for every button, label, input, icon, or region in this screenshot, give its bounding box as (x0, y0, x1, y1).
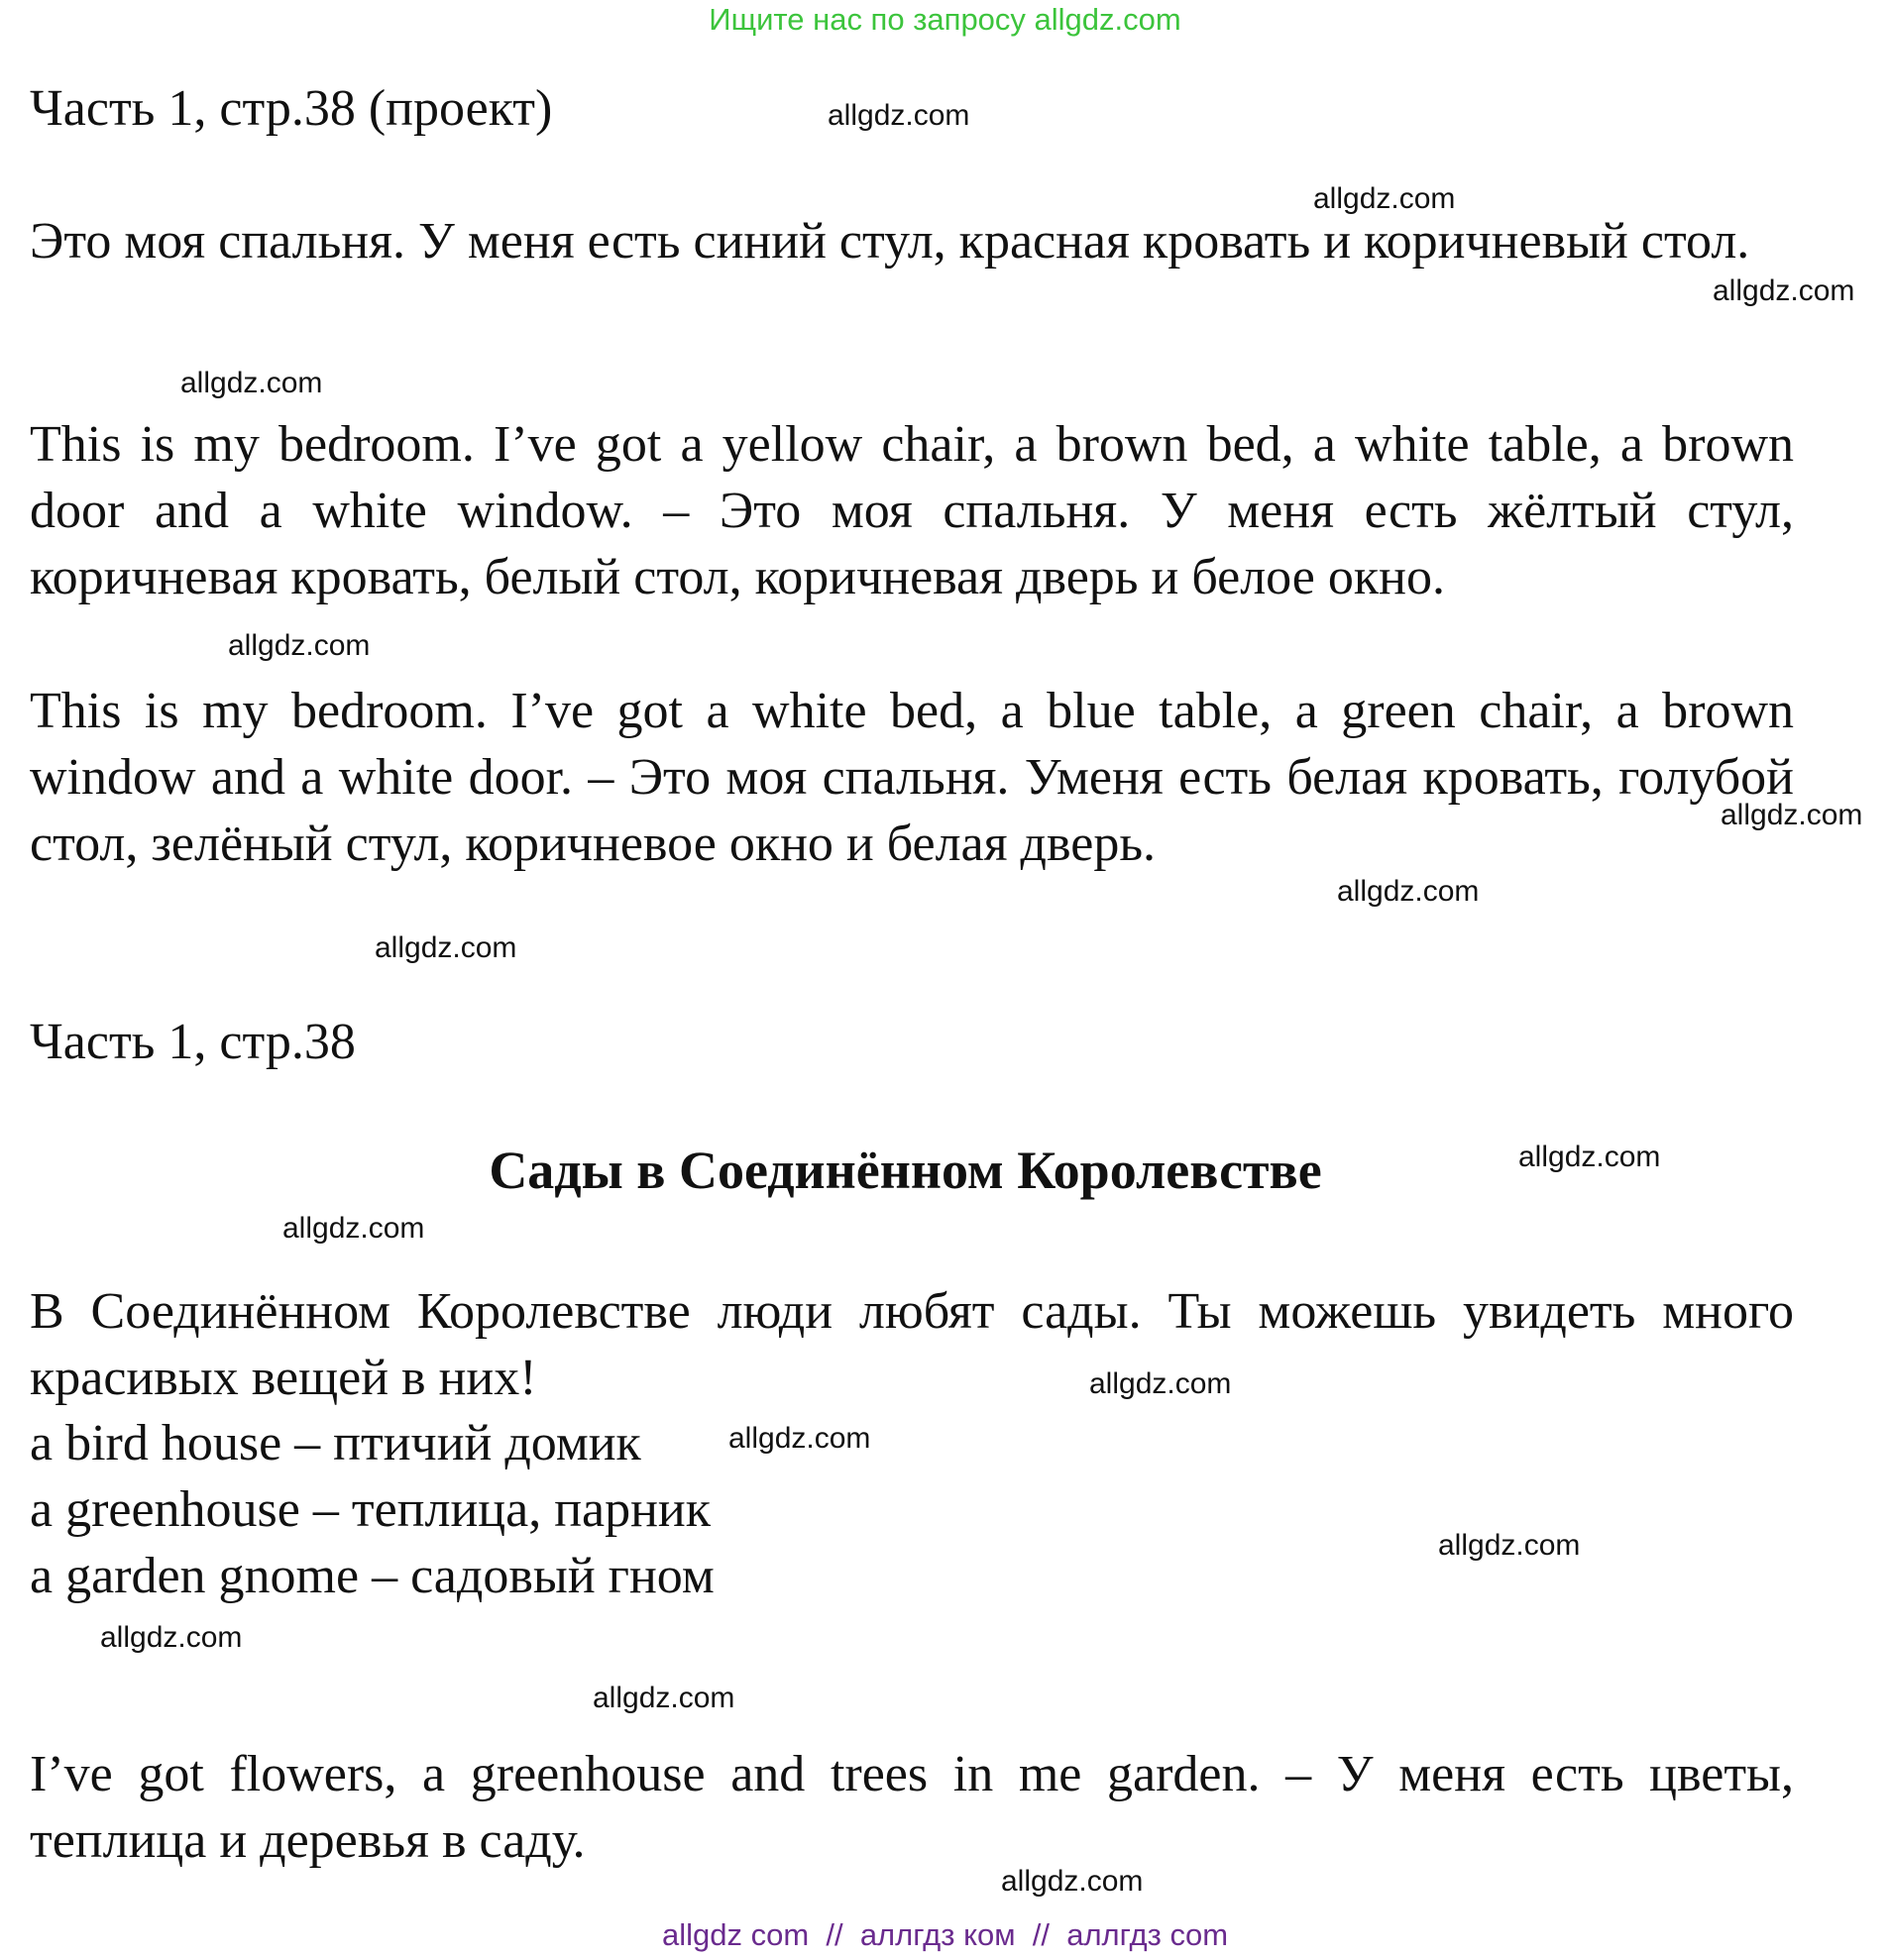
vocab-item: a bird house – птичий домик (30, 1415, 641, 1471)
watermark: allgdz.com (1313, 182, 1456, 215)
paragraph-bedroom-1: This is my bedroom. I’ve got a yellow chair, a brown bed, a white table, a brown door and a white window. – Это моя спальня. У меня есть жёлтый стул, коричневая кровать, белый стол, коричневая дверь и белое окно. (30, 416, 1794, 605)
watermark: allgdz.com (180, 367, 323, 399)
vocab-item: a greenhouse – теплица, парник (30, 1481, 712, 1538)
watermark: allgdz.com (1337, 875, 1480, 908)
watermark: allgdz.com (728, 1422, 871, 1455)
section1-heading: Часть 1, стр.38 (проект) (30, 80, 553, 137)
watermark: allgdz.com (375, 931, 517, 964)
watermark: allgdz.com (228, 629, 371, 662)
watermark: allgdz.com (1438, 1529, 1581, 1562)
paragraph-gardens-intro: В Соединённом Королевстве люди любят сады. Ты можешь увидеть много красивых вещей в них! (30, 1283, 1794, 1406)
watermark: allgdz.com (1089, 1367, 1232, 1400)
watermark: allgdz.com (828, 99, 970, 132)
bottom-banner[interactable]: allgdz com // аллгдз ком // аллгдз com (661, 1917, 1229, 1952)
section-title: Сады в Соединённом Королевстве (489, 1141, 1322, 1200)
top-banner[interactable]: Ищите нас по запросу allgdz.com (709, 2, 1181, 37)
watermark: allgdz.com (1713, 274, 1855, 307)
paragraph-spalnya-ru: Это моя спальня. У меня есть синий стул, красная кровать и коричневый стол. (30, 213, 1750, 270)
watermark: allgdz.com (282, 1212, 425, 1245)
paragraph-bedroom-2: This is my bedroom. I’ve got a white bed, a blue table, a green chair, a brown window and a white door. – Это моя спальня. Уменя есть белая кровать, голубой стол, зелёный стул, коричневое окно и белая дверь. (30, 683, 1794, 872)
watermark: allgdz.com (593, 1682, 735, 1714)
section2-heading: Часть 1, стр.38 (30, 1014, 356, 1070)
watermark: allgdz.com (100, 1621, 243, 1654)
watermark: allgdz.com (1721, 799, 1863, 831)
watermark: allgdz.com (1518, 1141, 1661, 1173)
paragraph-garden-closing: I’ve got flowers, a greenhouse and trees in me garden. – У меня есть цветы, теплица и деревья в саду. (30, 1746, 1794, 1869)
watermark: allgdz.com (1001, 1865, 1144, 1898)
vocab-item: a garden gnome – садовый гном (30, 1548, 715, 1604)
